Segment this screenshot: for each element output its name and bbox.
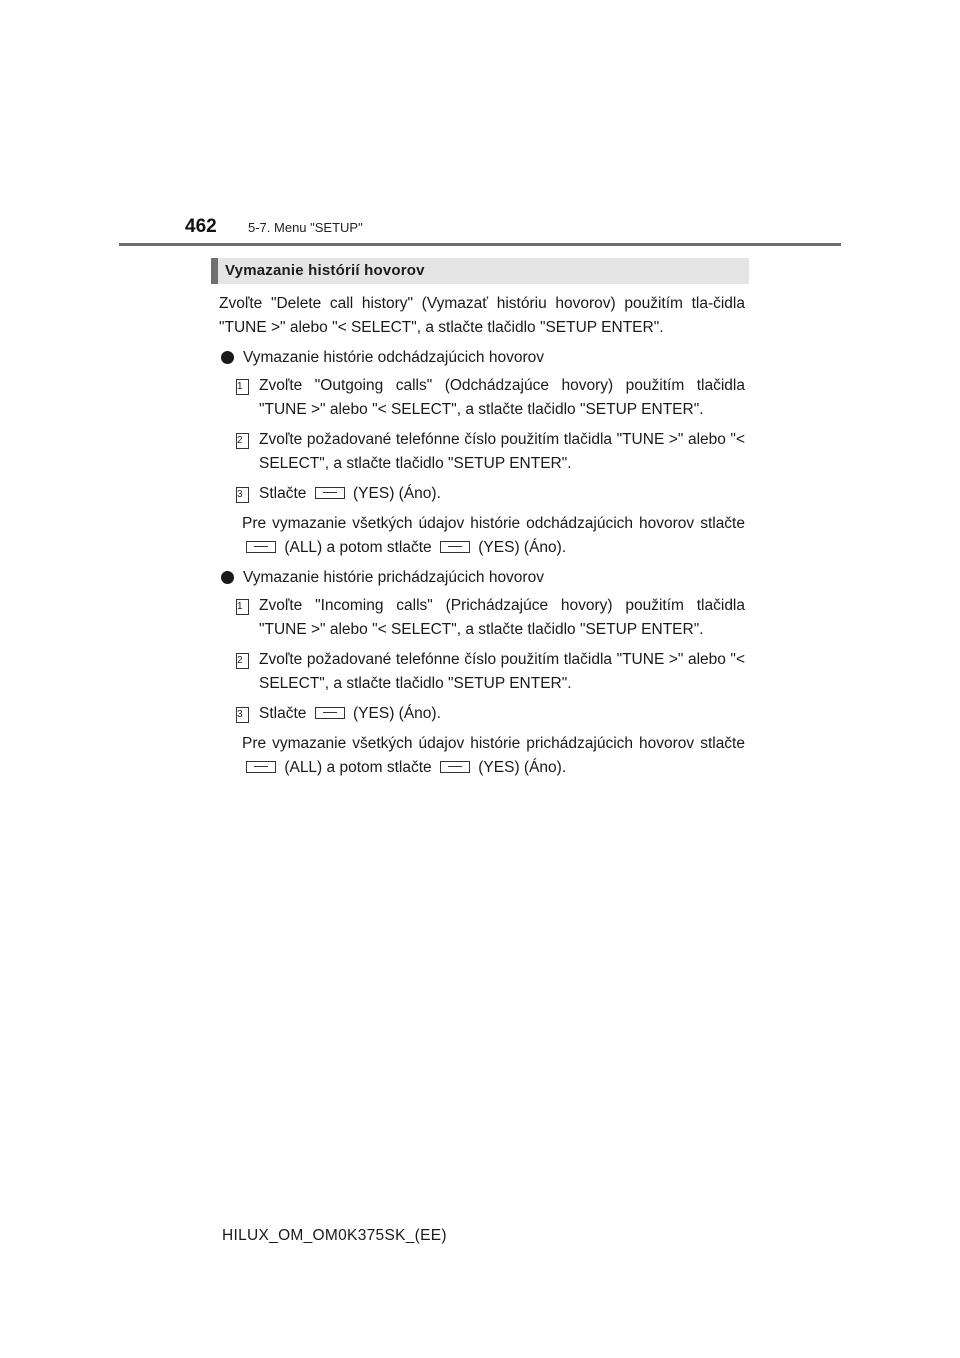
step-number-3: 3: [236, 707, 249, 723]
step-1: [219, 594, 745, 642]
step-number-2: 2: [236, 433, 249, 449]
note-part3: (YES) (Áno).: [478, 759, 567, 776]
note-incoming: [219, 732, 745, 780]
step-text: Zvoľte požadované telefónne číslo použitím tlačidla "TUNE >" alebo "< SELECT", a stlačte tlačidlo "SETUP ENTER".: [259, 651, 745, 692]
intro-paragraph: Zvoľte "Delete call history" (Vymazať históriu hovorov) použitím tla-čidla "TUNE >" alebo "< SELECT", a stlačte tlačidlo "SETUP ENTER".: [219, 295, 745, 336]
button-icon: [246, 761, 276, 773]
note-outgoing: [219, 512, 745, 560]
heading-bar: [211, 258, 218, 284]
note-part1: Pre vymazanie všetkých údajov histórie odchádzajúcich hovorov stlačte: [242, 515, 745, 532]
bullet-icon: [221, 571, 234, 584]
step-3: [219, 482, 745, 506]
bullet-outgoing: [219, 346, 745, 370]
step-number-1: 1: [236, 379, 249, 395]
step-text-after: (YES) (Áno).: [353, 485, 441, 502]
button-icon: [315, 487, 345, 499]
button-icon: [315, 707, 345, 719]
button-icon: [440, 761, 470, 773]
bullet-label: Vymazanie histórie odchádzajúcich hovorov: [243, 349, 544, 366]
step-text: Zvoľte "Outgoing calls" (Odchádzajúce hovory) použitím tlačidla "TUNE >" alebo "< SELECT", a stlačte tlačidlo "SETUP ENTER".: [259, 377, 745, 418]
step-text-after: (YES) (Áno).: [353, 705, 441, 722]
step-text-before: Stlačte: [259, 485, 307, 502]
note-part2: (ALL) a potom stlačte: [284, 539, 432, 556]
page-number: 462: [185, 216, 217, 237]
note-part2: (ALL) a potom stlačte: [284, 759, 432, 776]
step-number-1: 1: [236, 599, 249, 615]
content: [219, 292, 745, 786]
note-part1: Pre vymazanie všetkých údajov histórie prichádzajúcich hovorov stlačte: [242, 735, 745, 752]
heading-box: [211, 258, 749, 284]
footer-doc-id: HILUX_OM_OM0K375SK_(EE): [222, 1227, 447, 1244]
header-rule: [119, 243, 841, 246]
bullet-icon: [221, 351, 234, 364]
step-1: [219, 374, 745, 422]
button-icon: [440, 541, 470, 553]
step-2: [219, 648, 745, 696]
step-text: Zvoľte požadované telefónne číslo použitím tlačidla "TUNE >" alebo "< SELECT", a stlačte tlačidlo "SETUP ENTER".: [259, 431, 745, 472]
step-text-before: Stlačte: [259, 705, 307, 722]
note-part3: (YES) (Áno).: [478, 539, 567, 556]
bullet-incoming: [219, 566, 745, 590]
step-text: Zvoľte "Incoming calls" (Prichádzajúce hovory) použitím tlačidla "TUNE >" alebo "< SELECT", a stlačte tlačidlo "SETUP ENTER".: [259, 597, 745, 638]
step-number-2: 2: [236, 653, 249, 669]
bullet-label: Vymazanie histórie prichádzajúcich hovorov: [243, 569, 544, 586]
step-number-3: 3: [236, 487, 249, 503]
section-title: 5-7. Menu "SETUP": [248, 220, 363, 235]
heading-title: Vymazanie histórií hovorov: [225, 262, 425, 279]
step-3: [219, 702, 745, 726]
step-2: [219, 428, 745, 476]
button-icon: [246, 541, 276, 553]
